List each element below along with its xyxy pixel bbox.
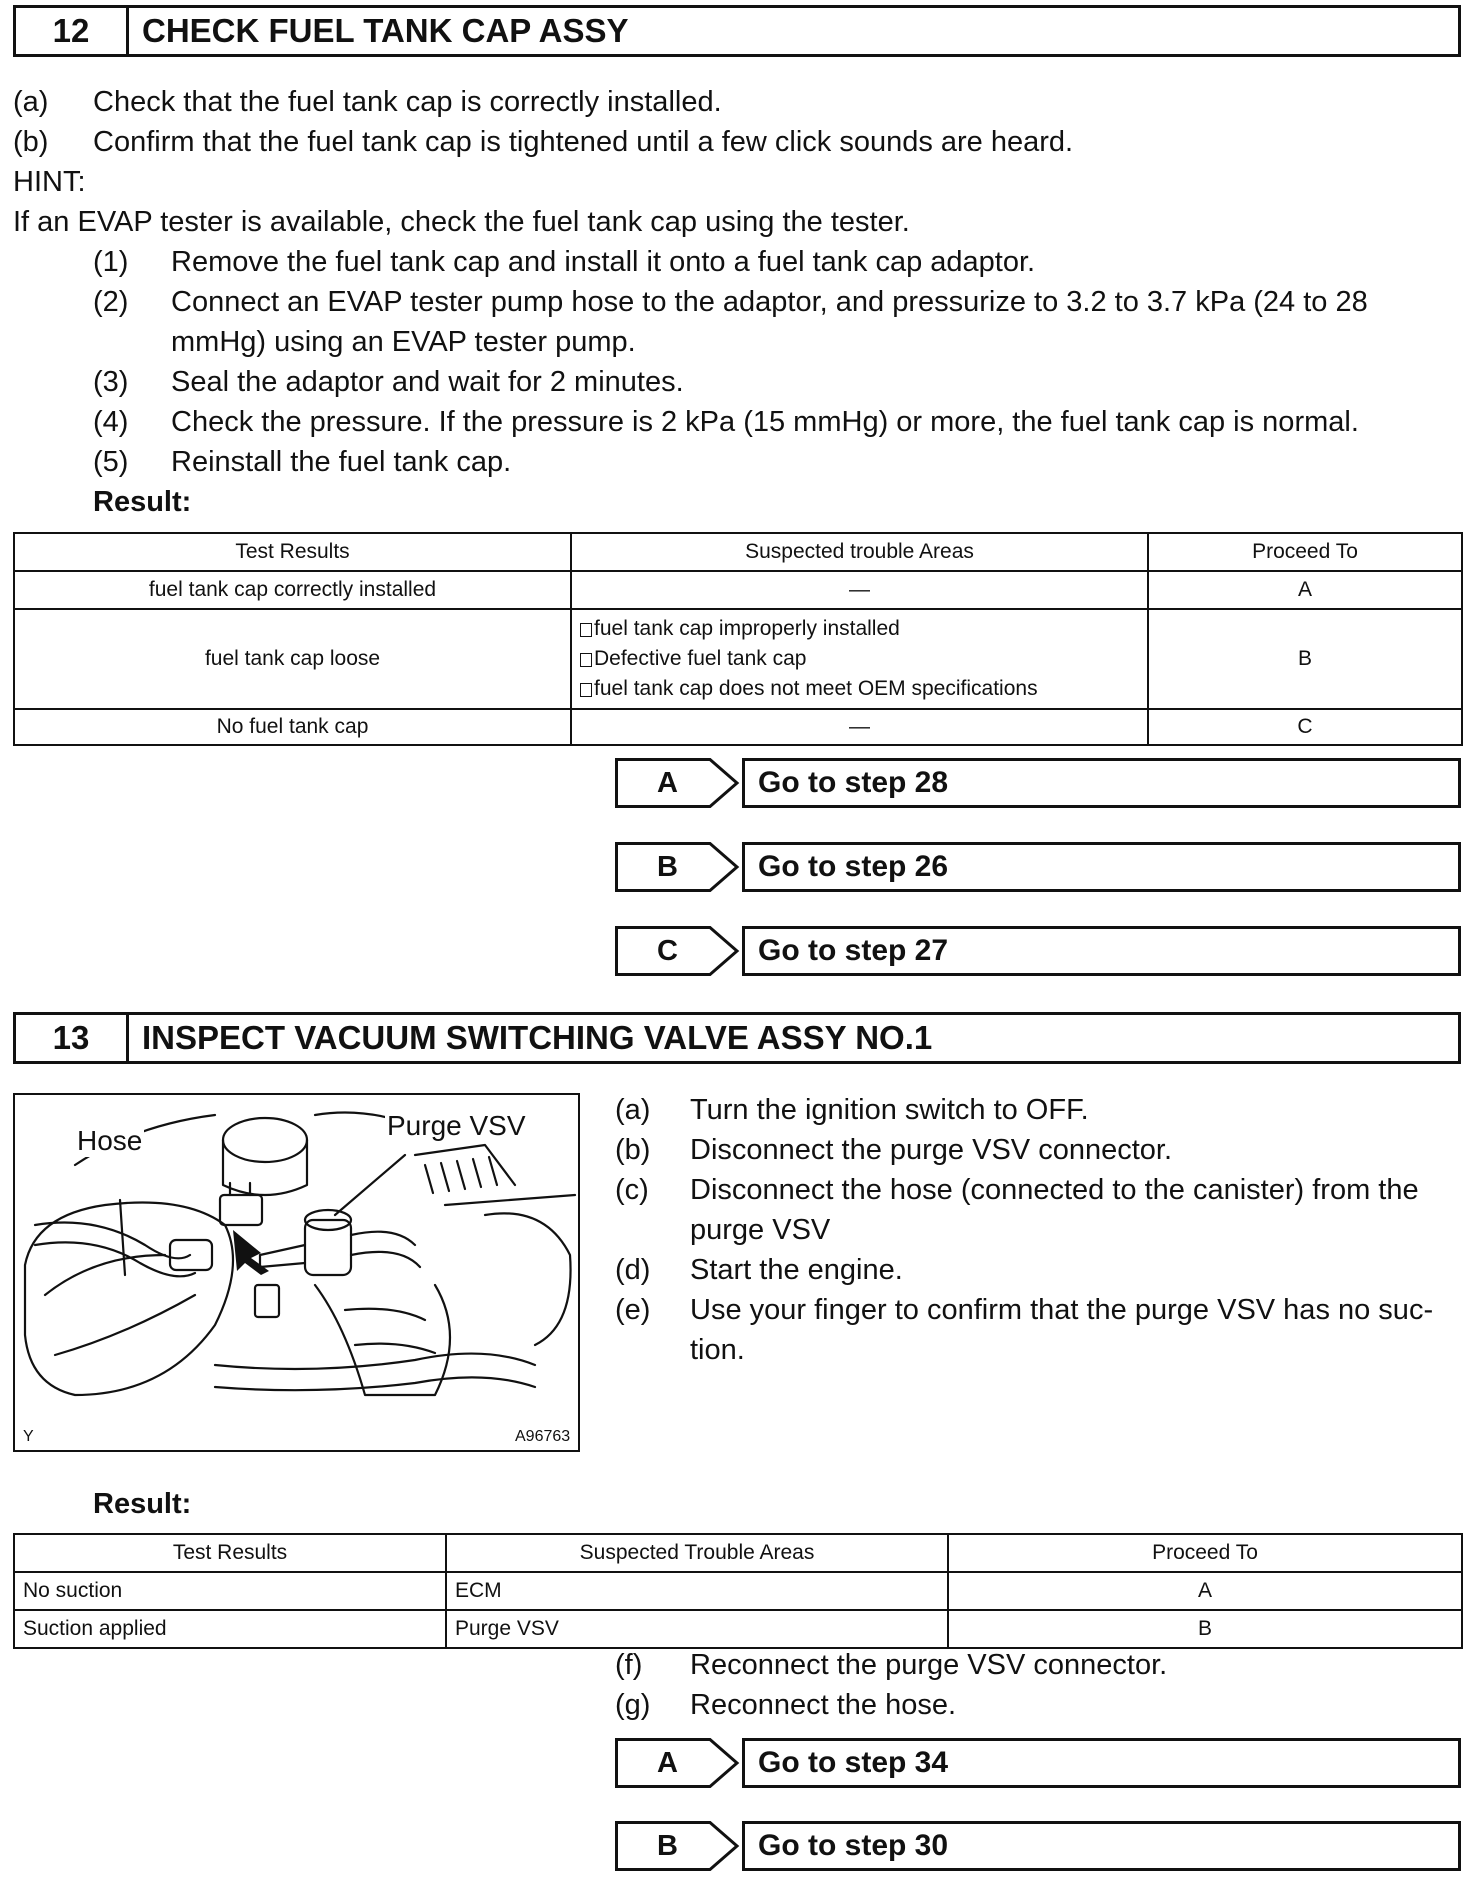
step-text: Disconnect the hose (connected to the canister) from the [690, 1174, 1419, 1206]
area-item: fuel tank cap does not meet OEM specifications [594, 677, 1038, 700]
table-row [14, 609, 1462, 709]
col-header: Proceed To [948, 1534, 1462, 1572]
step-text: Check that the fuel tank cap is correctly installed. [93, 86, 722, 118]
cell-proceed: A [1148, 571, 1462, 609]
step-text-cont: purge VSV [690, 1214, 831, 1246]
cell-proceed: B [948, 1610, 1462, 1648]
checkbox-icon [580, 623, 592, 637]
step-label: (a) [615, 1094, 651, 1126]
goto-row-b-13[interactable] [615, 1821, 1461, 1871]
table-row [14, 709, 1462, 745]
result-table-13 [13, 1533, 1463, 1649]
step-text: Use your finger to confirm that the purge VSV has no suc- [690, 1294, 1434, 1326]
table-row [14, 1610, 1462, 1648]
engine-figure [13, 1093, 580, 1452]
figure-corner-right: A96763 [515, 1428, 571, 1445]
col-header: Test Results [14, 1534, 446, 1572]
substep-text: Connect an EVAP tester pump hose to the adaptor, and pressurize to 3.2 to 3.7 kPa (24 to 28 [171, 286, 1368, 318]
step-text: Reconnect the hose. [690, 1689, 957, 1721]
section-13-title: INSPECT VACUUM SWITCHING VALVE ASSY NO.1 [142, 1019, 933, 1056]
cell-area: ECM [446, 1572, 948, 1610]
goto-letter: B [657, 850, 678, 883]
step-text: Confirm that the fuel tank cap is tightened until a few click sounds are heard. [93, 126, 1074, 158]
cell-proceed: B [1148, 609, 1462, 709]
goto-row-b[interactable] [615, 842, 1461, 892]
checkbox-icon [580, 653, 592, 667]
result-label-12: Result: [93, 486, 192, 518]
col-header: Suspected trouble Areas [571, 533, 1148, 571]
section-13-header [13, 1012, 1461, 1064]
goto-row-c[interactable] [615, 926, 1461, 976]
goto-letter-arrow [615, 926, 740, 976]
substep-text: Check the pressure. If the pressure is 2 kPa (15 mmHg) or more, the fuel tank cap is normal. [171, 406, 1359, 438]
checkbox-icon [580, 683, 592, 697]
goto-row-a-13[interactable] [615, 1738, 1461, 1788]
goto-text[interactable]: Go to step 28 [742, 758, 1461, 808]
substep-label: (2) [93, 286, 129, 318]
step-label: (d) [615, 1254, 651, 1286]
figure-label-hose: Hose [77, 1125, 143, 1156]
step-label: (a) [13, 86, 49, 118]
area-item: Defective fuel tank cap [594, 647, 807, 670]
substep-label: (5) [93, 446, 129, 478]
table-row [14, 1572, 1462, 1610]
table-row [14, 571, 1462, 609]
step-label: (e) [615, 1294, 651, 1326]
goto-letter-arrow [615, 842, 740, 892]
step-text: Reconnect the purge VSV connector. [690, 1649, 1168, 1681]
goto-row-a[interactable] [615, 758, 1461, 808]
substep-text: Remove the fuel tank cap and install it onto a fuel tank cap adaptor. [171, 246, 1036, 278]
goto-letter: A [657, 766, 678, 799]
cell-proceed: A [948, 1572, 1462, 1610]
area-item: fuel tank cap improperly installed [594, 617, 900, 640]
substep-text-cont: mmHg) using an EVAP tester pump. [171, 326, 636, 358]
table-header-row [14, 1534, 1462, 1572]
substep-text: Reinstall the fuel tank cap. [171, 446, 512, 478]
substep-label: (4) [93, 406, 129, 438]
figure-label-purge-vsv: Purge VSV [387, 1110, 526, 1141]
result-table-12 [13, 532, 1463, 746]
step-label: (f) [615, 1649, 643, 1681]
goto-letter-arrow [615, 758, 740, 808]
substep-label: (1) [93, 246, 129, 278]
section-12-number: 12 [16, 8, 129, 54]
step-text: Disconnect the purge VSV connector. [690, 1134, 1173, 1166]
section-13-number: 13 [16, 1015, 129, 1061]
step-label: (b) [615, 1134, 651, 1166]
step-label: (g) [615, 1689, 651, 1721]
cell-area: Purge VSV [446, 1610, 948, 1648]
figure-corner-left: Y [23, 1428, 34, 1445]
substep-text: Seal the adaptor and wait for 2 minutes. [171, 366, 684, 398]
col-header: Suspected Trouble Areas [446, 1534, 948, 1572]
cell-result: fuel tank cap correctly installed [14, 571, 571, 609]
hint-text: If an EVAP tester is available, check the fuel tank cap using the tester. [13, 206, 910, 238]
section-12-title: CHECK FUEL TANK CAP ASSY [142, 12, 629, 49]
step-label: (b) [13, 126, 49, 158]
cell-result: Suction applied [14, 1610, 446, 1648]
cell-areas [571, 609, 1148, 709]
step-text-cont: tion. [690, 1334, 745, 1366]
cell-result: No fuel tank cap [14, 709, 571, 745]
goto-text[interactable]: Go to step 27 [742, 926, 1461, 976]
goto-letter: C [657, 934, 678, 967]
goto-letter: A [657, 1746, 678, 1779]
cell-proceed: C [1148, 709, 1462, 745]
step-text: Start the engine. [690, 1254, 903, 1286]
hint-label: HINT: [13, 166, 86, 198]
result-label-13: Result: [93, 1488, 192, 1520]
col-header: Test Results [14, 533, 571, 571]
goto-letter: B [657, 1829, 678, 1862]
cell-result: fuel tank cap loose [14, 609, 571, 709]
step-label: (c) [615, 1174, 649, 1206]
section-12-header [13, 5, 1461, 57]
goto-letter-arrow [615, 1821, 740, 1871]
goto-text[interactable]: Go to step 30 [742, 1821, 1461, 1871]
cell-result: No suction [14, 1572, 446, 1610]
col-header: Proceed To [1148, 533, 1462, 571]
substep-label: (3) [93, 366, 129, 398]
step-text: Turn the ignition switch to OFF. [690, 1094, 1089, 1126]
goto-text[interactable]: Go to step 34 [742, 1738, 1461, 1788]
goto-letter-arrow [615, 1738, 740, 1788]
cell-area: — [571, 571, 1148, 609]
goto-text[interactable]: Go to step 26 [742, 842, 1461, 892]
table-header-row [14, 533, 1462, 571]
cell-area: — [571, 709, 1148, 745]
